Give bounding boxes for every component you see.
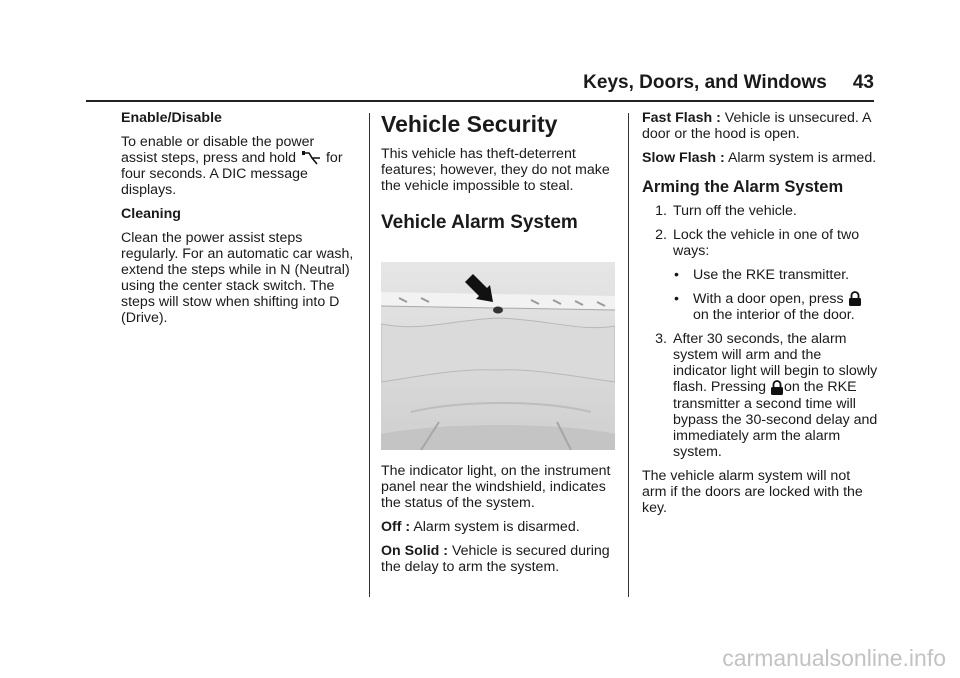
lock-icon bbox=[848, 291, 862, 307]
dashboard-indicator-illustration bbox=[381, 262, 615, 450]
heading-vehicle-security: Vehicle Security bbox=[381, 111, 558, 137]
status-slow-flash: Slow Flash : Alarm system is armed. bbox=[642, 150, 877, 166]
closing-paragraph: The vehicle alarm system will not arm if the doors are locked with the key. bbox=[642, 467, 863, 516]
cleaning-paragraph: Clean the power assist steps regularly. For an automatic car wash, extend the steps while in N (Neutral) using the center stack switch. The steps will stow when shifting into D (Drive). bbox=[121, 230, 354, 327]
heading-enable-disable: Enable/Disable bbox=[121, 110, 222, 126]
section-title: Keys, Doors, and Windows bbox=[583, 72, 827, 93]
lock-icon bbox=[770, 380, 784, 396]
power-steps-icon bbox=[300, 150, 322, 166]
status-on-solid: On Solid : Vehicle is secured during the delay to arm the system. bbox=[381, 543, 610, 575]
lock-methods bbox=[673, 267, 878, 323]
column-middle bbox=[381, 110, 617, 583]
column-divider-2 bbox=[628, 113, 629, 597]
page-header bbox=[583, 72, 874, 94]
status-fast-flash: Fast Flash : Vehicle is unsecured. A door or the hood is open. bbox=[642, 110, 871, 142]
list-item: • Use the RKE transmitter. bbox=[674, 267, 850, 283]
column-left bbox=[121, 110, 355, 334]
header-rule bbox=[86, 100, 874, 102]
list-item: 1. Turn off the vehicle. bbox=[655, 203, 797, 219]
heading-arming-alarm: Arming the Alarm System bbox=[642, 178, 844, 196]
heading-cleaning: Cleaning bbox=[121, 206, 181, 223]
list-item: • With a door open, press on the interior of the door. bbox=[673, 291, 878, 323]
page-number: 43 bbox=[852, 72, 874, 93]
arming-steps bbox=[642, 203, 878, 460]
status-off: Off : Alarm system is disarmed. bbox=[381, 519, 580, 535]
watermark: carmanualsonline.info bbox=[722, 645, 946, 671]
list-item: 2. Lock the vehicle in one of two ways: • Use the RKE transmitter. • With a door open, press on the interior of the door. bbox=[642, 227, 878, 323]
enable-paragraph: To enable or disable the power assist steps, press and hold for four seconds. A DIC message displays. bbox=[121, 134, 343, 199]
indicator-paragraph: The indicator light, on the instrument panel near the windshield, indicates the status of the system. bbox=[381, 463, 611, 511]
column-divider-1 bbox=[369, 113, 370, 597]
heading-vehicle-alarm-system: Vehicle Alarm System bbox=[381, 212, 578, 233]
list-item: 3. After 30 seconds, the alarm system will arm and the indicator light will begin to slowly flash. Pressing on the RKE transmitter a second time will bypass the 30-second delay and immediately arm the alarm system. bbox=[655, 331, 878, 460]
column-right bbox=[642, 110, 878, 524]
security-paragraph: This vehicle has theft-deterrent features; however, they do not make the vehicle impossible to steal. bbox=[381, 146, 610, 194]
